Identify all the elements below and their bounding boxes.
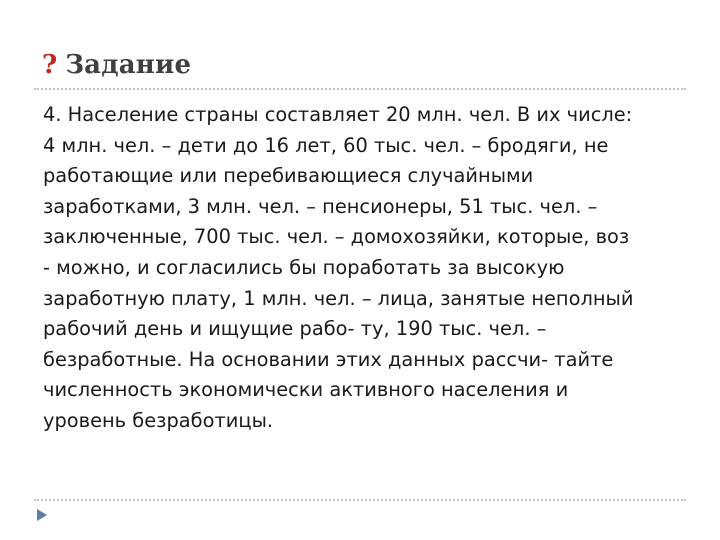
task-text-line: численность экономически активного населения и: [43, 378, 569, 402]
task-text-line: заключенные, 700 тыс. чел. – домохозяйки, которые, воз: [43, 225, 630, 249]
task-text-line: безработные. На основании этих данных рассчи- тайте: [43, 347, 614, 371]
bottom-divider: [34, 499, 686, 501]
top-divider: [34, 88, 686, 90]
task-text-line: уровень безработицы.: [43, 408, 274, 432]
task-text: [43, 100, 683, 437]
task-text-line: 4 млн. чел. – дети до 16 лет, 60 тыс. чел. – бродяги, не: [43, 133, 609, 157]
title-text: Задание: [65, 50, 192, 80]
question-mark-icon: ?: [42, 50, 58, 80]
task-text-line: 4. Население страны составляет 20 млн. чел. В их числе:: [43, 103, 633, 126]
task-text-line: - можно, и согласились бы поработать за высокую: [43, 255, 565, 279]
task-text-line: рабочий день и ищущие рабо- ту, 190 тыс. чел. –: [43, 317, 547, 341]
slide-title: [42, 50, 191, 86]
task-text-line: заработную плату, 1 млн. чел. – лица, занятые неполный: [43, 286, 634, 310]
triangle-right-icon[interactable]: [36, 508, 48, 522]
task-text-line: работающие или перебивающиеся случайными: [43, 164, 534, 188]
task-text-line: заработками, 3 млн. чел. – пенсионеры, 51 тыс. чел. –: [43, 194, 598, 218]
